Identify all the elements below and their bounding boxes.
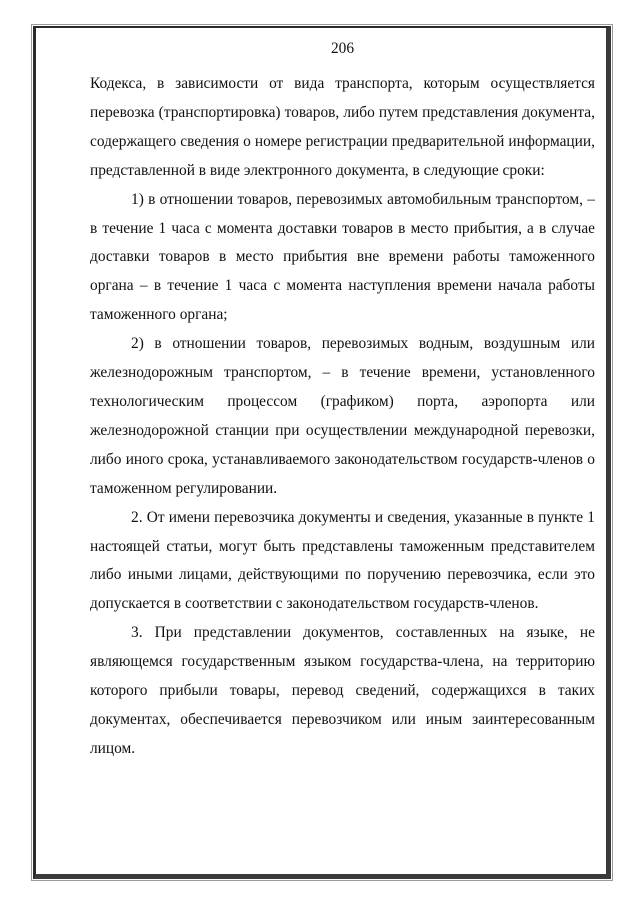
paragraph-item-2: 2) в отношении товаров, перевозимых водным, воздушным или железнодорожным транспортом, – в течение времени, установленного технологическим процессом (графиком) порта, аэропорта или железнодорожной станции при осуществлении международной перевозки, либо иного срока, устанавливаемого законодательством государств-членов о таможенном регулировании.	[90, 335, 595, 497]
paragraph-continuation: Кодекса, в зависимости от вида транспорта, которым осуществляется перевозка (транспортировка) товаров, либо путем представления документа, содержащего сведения о номере регистрации предварительной информации, представленной в виде электронного документа, в следующие сроки:	[90, 75, 595, 179]
paragraph-item-1: 1) в отношении товаров, перевозимых автомобильным транспортом, – в течение 1 часа с момента доставки товаров в место прибытия, а в случае доставки товаров в место прибытия вне времени работы таможенного органа – в течение 1 часа с момента наступления времени начала работы таможенного органа;	[90, 190, 595, 324]
page-number: 206	[330, 40, 355, 57]
paragraph-point-3: 3. При представлении документов, составленных на языке, не являющемся государственным языком государства-члена, на территорию которого прибыли товары, перевод сведений, содержащихся в таких документах, обеспечивается перевозчиком или иным заинтересованным лицом.	[90, 624, 595, 757]
paragraph-point-2: 2. От имени перевозчика документы и сведения, указанные в пункте 1 настоящей статьи, могут быть представлены таможенным представителем либо иными лицами, действующими по поручению перевозчика, если это допускается в соответствии с законодательством государств-членов.	[90, 508, 595, 613]
document-page	[90, 38, 595, 764]
